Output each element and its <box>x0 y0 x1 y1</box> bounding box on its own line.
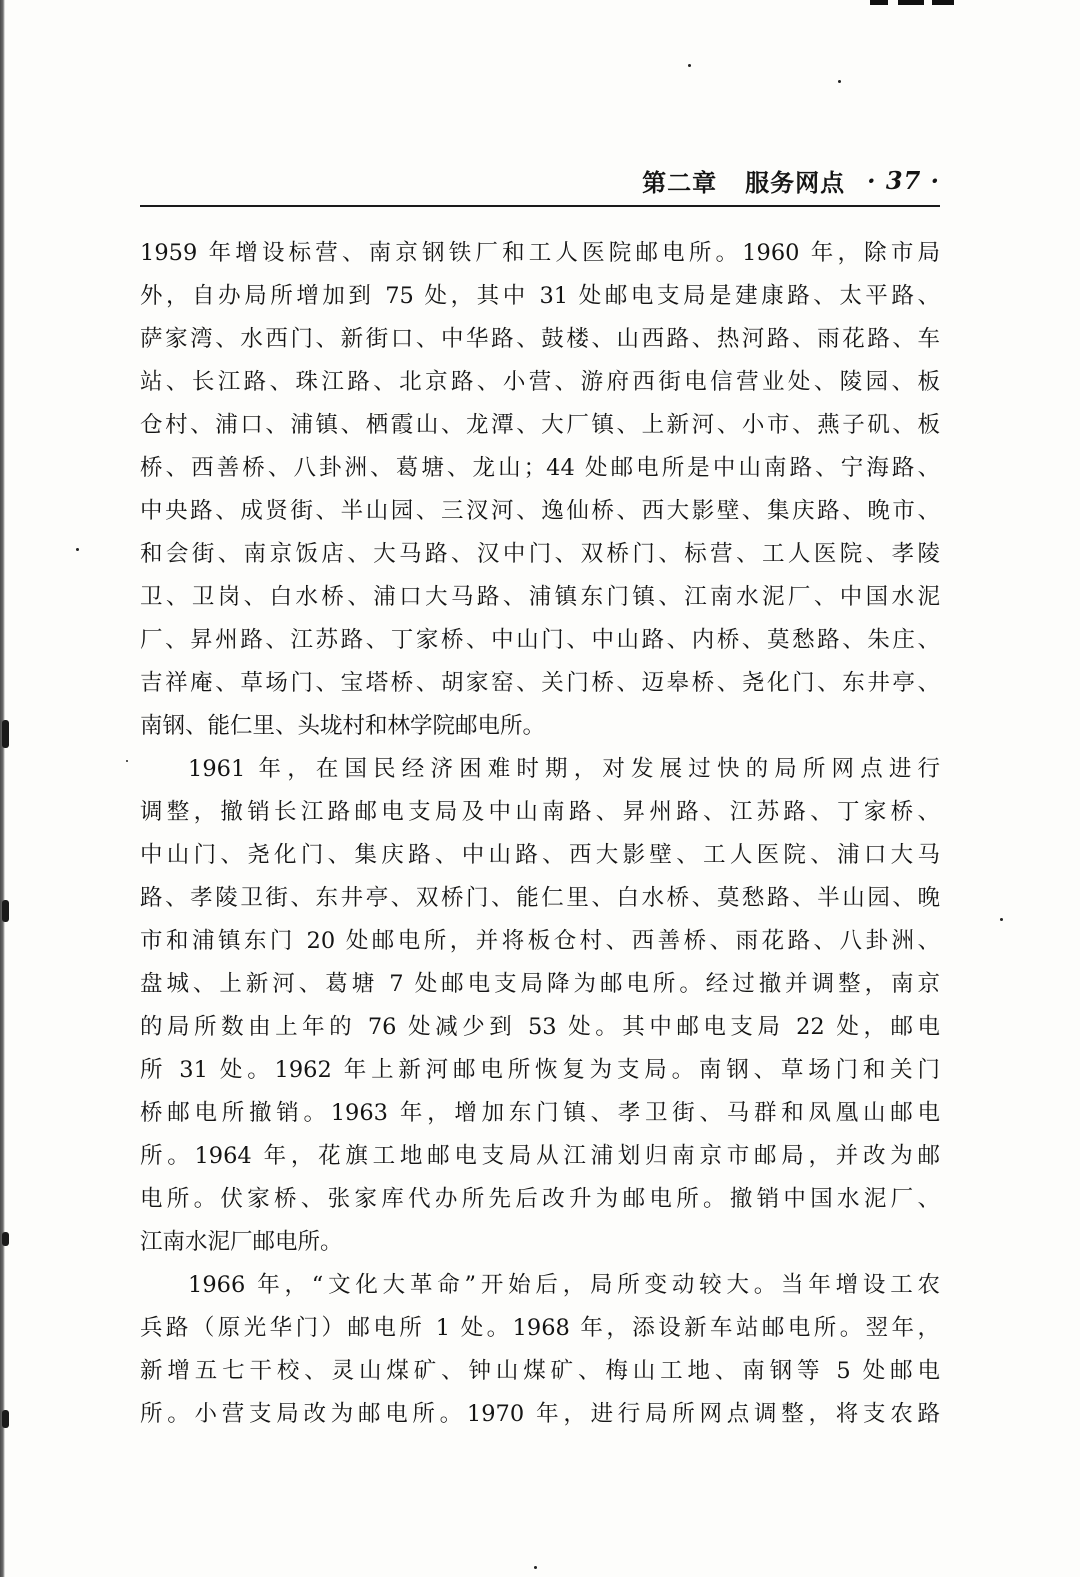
text-line: 厂、昇州路、江苏路、丁家桥、中山门、中山路、内桥、莫愁路、朱庄、 <box>140 627 940 653</box>
text-line: 1961 年，在国民经济困难时期，对发展过快的局所网点进行 <box>188 756 940 782</box>
paragraph <box>140 1264 940 1436</box>
scan-speck <box>688 64 691 67</box>
text-line: 所。1964 年，花旗工地邮电支局从江浦划归南京市邮局，并改为邮 <box>140 1143 940 1169</box>
text-line: 中央路、成贤街、半山园、三汊河、逸仙桥、西大影壁、集庆路、晚市、 <box>140 498 940 524</box>
paragraph <box>140 748 940 1264</box>
text-line: 调整，撤销长江路邮电支局及中山南路、昇州路、江苏路、丁家桥、 <box>140 799 940 825</box>
text-line: 的局所数由上年的 76 处减少到 53 处。其中邮电支局 22 处，邮电 <box>140 1014 940 1040</box>
text-line: 萨家湾、水西门、新街口、中华路、鼓楼、山西路、热河路、雨花路、车 <box>140 326 940 352</box>
scan-top-mark <box>870 0 888 5</box>
paragraph <box>140 232 940 748</box>
text-line: 仓村、浦口、浦镇、栖霞山、龙潭、大厂镇、上新河、小市、燕子矶、板 <box>140 412 940 438</box>
header-rule <box>140 205 940 207</box>
text-line: 市和浦镇东门 20 处邮电所，并将板仓村、西善桥、雨花路、八卦洲、 <box>140 928 940 954</box>
text-line: 所。小营支局改为邮电所。1970 年，进行局所网点调整，将支农路 <box>140 1401 940 1427</box>
scan-blot <box>2 1410 9 1428</box>
text-line: 兵路（原光华门）邮电所 1 处。1968 年，添设新车站邮电所。翌年， <box>140 1315 940 1341</box>
running-head <box>140 160 940 200</box>
page-number: · 37 · <box>867 165 940 195</box>
scan-blot <box>2 720 9 748</box>
text-line: 外，自办局所增加到 75 处，其中 31 处邮电支局是建康路、太平路、 <box>140 283 940 309</box>
chapter-title: 第二章 <box>642 168 718 197</box>
text-line: 中山门、尧化门、集庆路、中山路、西大影壁、工人医院、浦口大马 <box>140 842 940 868</box>
scan-left-edge <box>0 0 5 1577</box>
text-line: 新增五七干校、灵山煤矿、钟山煤矿、梅山工地、南钢等 5 处邮电 <box>140 1358 940 1384</box>
text-line: 江南水泥厂邮电所。 <box>140 1229 343 1255</box>
scan-speck <box>534 1566 537 1569</box>
scan-blot <box>2 1232 9 1246</box>
section-title: 服务网点 <box>745 168 846 197</box>
text-line: 和会街、南京饭店、大马路、汉中门、双桥门、标营、工人医院、孝陵 <box>140 541 940 567</box>
text-line: 所 31 处。1962 年上新河邮电所恢复为支局。南钢、草场门和关门 <box>140 1057 940 1083</box>
text-line: 盘城、上新河、葛塘 7 处邮电支局降为邮电所。经过撤并调整，南京 <box>140 971 940 997</box>
text-line: 1959 年增设标营、南京钢铁厂和工人医院邮电所。1960 年，除市局 <box>140 240 940 266</box>
text-line: 吉祥庵、草场门、宝塔桥、胡家窑、关门桥、迈皋桥、尧化门、东井亭、 <box>140 670 940 696</box>
text-line: 1966 年，“文化大革命”开始后，局所变动较大。当年增设工农 <box>188 1272 940 1298</box>
scan-blot <box>2 900 9 922</box>
body-text <box>140 232 940 1436</box>
scan-speck <box>76 548 79 551</box>
scan-speck <box>838 80 841 83</box>
text-line: 路、孝陵卫街、东井亭、双桥门、能仁里、白水桥、莫愁路、半山园、晚 <box>140 885 940 911</box>
text-line: 站、长江路、珠江路、北京路、小营、游府西街电信营业处、陵园、板 <box>140 369 940 395</box>
text-line: 桥邮电所撤销。1963 年，增加东门镇、孝卫街、马群和凤凰山邮电 <box>140 1100 940 1126</box>
text-line: 桥、西善桥、八卦洲、葛塘、龙山；44 处邮电所是中山南路、宁海路、 <box>140 455 940 481</box>
scan-top-mark <box>932 0 954 5</box>
scan-speck <box>1000 918 1003 921</box>
text-line: 电所。伏家桥、张家库代办所先后改升为邮电所。撤销中国水泥厂、 <box>140 1186 940 1212</box>
scan-top-mark <box>898 0 924 5</box>
text-line: 南钢、能仁里、头垅村和林学院邮电所。 <box>140 713 546 739</box>
text-line: 卫、卫岗、白水桥、浦口大马路、浦镇东门镇、江南水泥厂、中国水泥 <box>140 584 940 610</box>
scan-speck <box>126 760 128 762</box>
